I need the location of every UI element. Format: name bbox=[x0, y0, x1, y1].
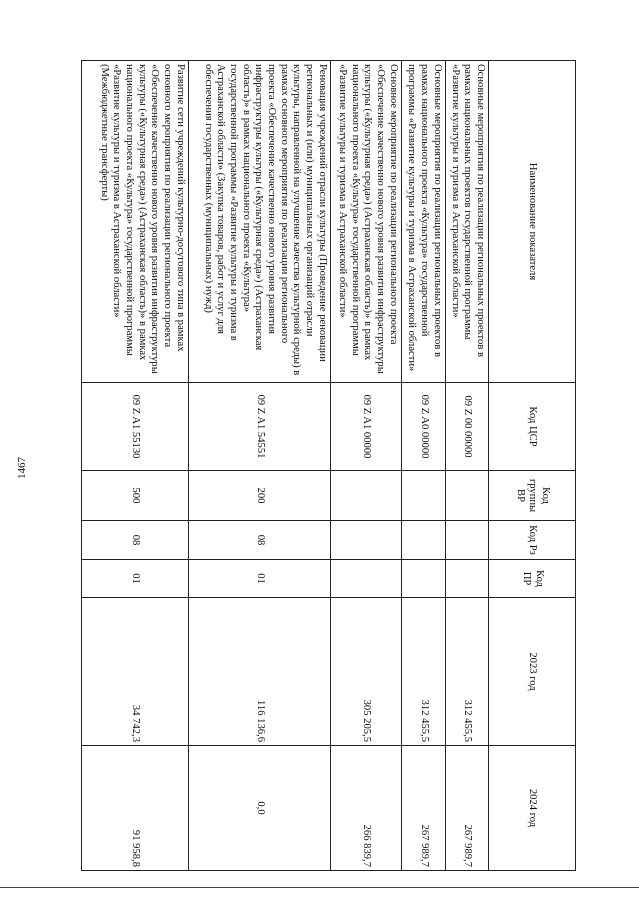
header-name: Наименование показателя bbox=[489, 61, 576, 383]
row-csr: 09 Z A1 54551 bbox=[188, 383, 330, 471]
table-row bbox=[188, 61, 330, 871]
row-rz: 08 bbox=[81, 521, 188, 560]
row-pr bbox=[445, 560, 488, 598]
row-csr: 09 Z A0 00000 bbox=[401, 383, 445, 471]
row-2024: 267 989,7 bbox=[401, 746, 445, 871]
table-header-row bbox=[489, 61, 576, 871]
row-pr: 01 bbox=[188, 560, 330, 598]
row-csr: 09 Z 00 00000 bbox=[445, 383, 488, 471]
row-2023: 312 455,5 bbox=[401, 598, 445, 746]
row-pr bbox=[330, 560, 401, 598]
bottom-rule bbox=[0, 887, 639, 888]
row-vr bbox=[330, 471, 401, 521]
page-number: 1467 bbox=[16, 457, 28, 479]
row-csr: 09 Z A1 55130 bbox=[81, 383, 188, 471]
row-vr bbox=[445, 471, 488, 521]
row-rz: 08 bbox=[188, 521, 330, 560]
row-csr: 09 Z A1 00000 bbox=[330, 383, 401, 471]
budget-table bbox=[81, 60, 576, 871]
row-vr: 500 bbox=[81, 471, 188, 521]
row-name: Развитие сети учреждений культурно-досугового типа в рамках основного мероприятия по реализации регионального проекта «Обеспечение качественно нового уровня развития инфраструктуры культуры («Культурная среда») (Астраханская область)» в рамках национального проекта «Культура» государственной программы «Развитие культуры и туризма в Астраханской области» (Межбюджетные трансферты) bbox=[81, 61, 188, 383]
row-pr: 01 bbox=[81, 560, 188, 598]
row-2023: 305 205,5 bbox=[330, 598, 401, 746]
table-row bbox=[330, 61, 401, 871]
header-vr: Код группы ВР bbox=[489, 471, 576, 521]
row-rz bbox=[445, 521, 488, 560]
row-rz bbox=[330, 521, 401, 560]
table-row bbox=[401, 61, 445, 871]
row-name: Реновация учреждений отрасли культуры (Проведение реновации региональных и (или) муниципальных организаций отрасли культуры, направленной на улучшение качества культурной среды) в рамках основного мероприятия по реализации регионального проекта «Обеспечение качественно нового уровня развития инфраструктуры культуры («Культурная среда») (Астраханская область)» в рамках национального проекта «Культура» государственной программы «Развитие культуры и туризма в Астраханской области» (Закупка товаров, работ и услуг для обеспечения государственных (муниципальных) нужд) bbox=[188, 61, 330, 383]
row-2023: 34 742,3 bbox=[81, 598, 188, 746]
header-pr: Код ПР bbox=[489, 560, 576, 598]
row-2024: 91 958,8 bbox=[81, 746, 188, 871]
row-2023: 312 455,5 bbox=[445, 598, 488, 746]
row-pr bbox=[401, 560, 445, 598]
table-row bbox=[81, 61, 188, 871]
row-rz bbox=[401, 521, 445, 560]
header-2024: 2024 год bbox=[489, 746, 576, 871]
row-name: Основные мероприятия по реализации региональных проектов в рамках национального проекта «Культура» государственной программы «Развитие культуры и туризма в Астраханской области» bbox=[401, 61, 445, 383]
row-name: Основное мероприятие по реализации регионального проекта «Обеспечение качественно нового уровня развития инфраструктуры культуры («Культурная среда») (Астраханская область)» в рамках национального проекта «Культура» государственной программы «Развитие культуры и туризма в Астраханской области» bbox=[330, 61, 401, 383]
header-rz: Код Рз bbox=[489, 521, 576, 560]
row-vr bbox=[401, 471, 445, 521]
row-2024: 0,0 bbox=[188, 746, 330, 871]
row-2024: 267 989,7 bbox=[445, 746, 488, 871]
budget-table-rotated bbox=[82, 60, 576, 870]
header-2023: 2023 год bbox=[489, 598, 576, 746]
row-vr: 200 bbox=[188, 471, 330, 521]
row-name: Основные мероприятия по реализации региональных проектов в рамках национальных проектов государственной программы «Развитие культуры и туризма в Астраханской области» bbox=[445, 61, 488, 383]
row-2023: 116 136,6 bbox=[188, 598, 330, 746]
header-csr: Код ЦСР bbox=[489, 383, 576, 471]
row-2024: 266 839,7 bbox=[330, 746, 401, 871]
table-row bbox=[445, 61, 488, 871]
